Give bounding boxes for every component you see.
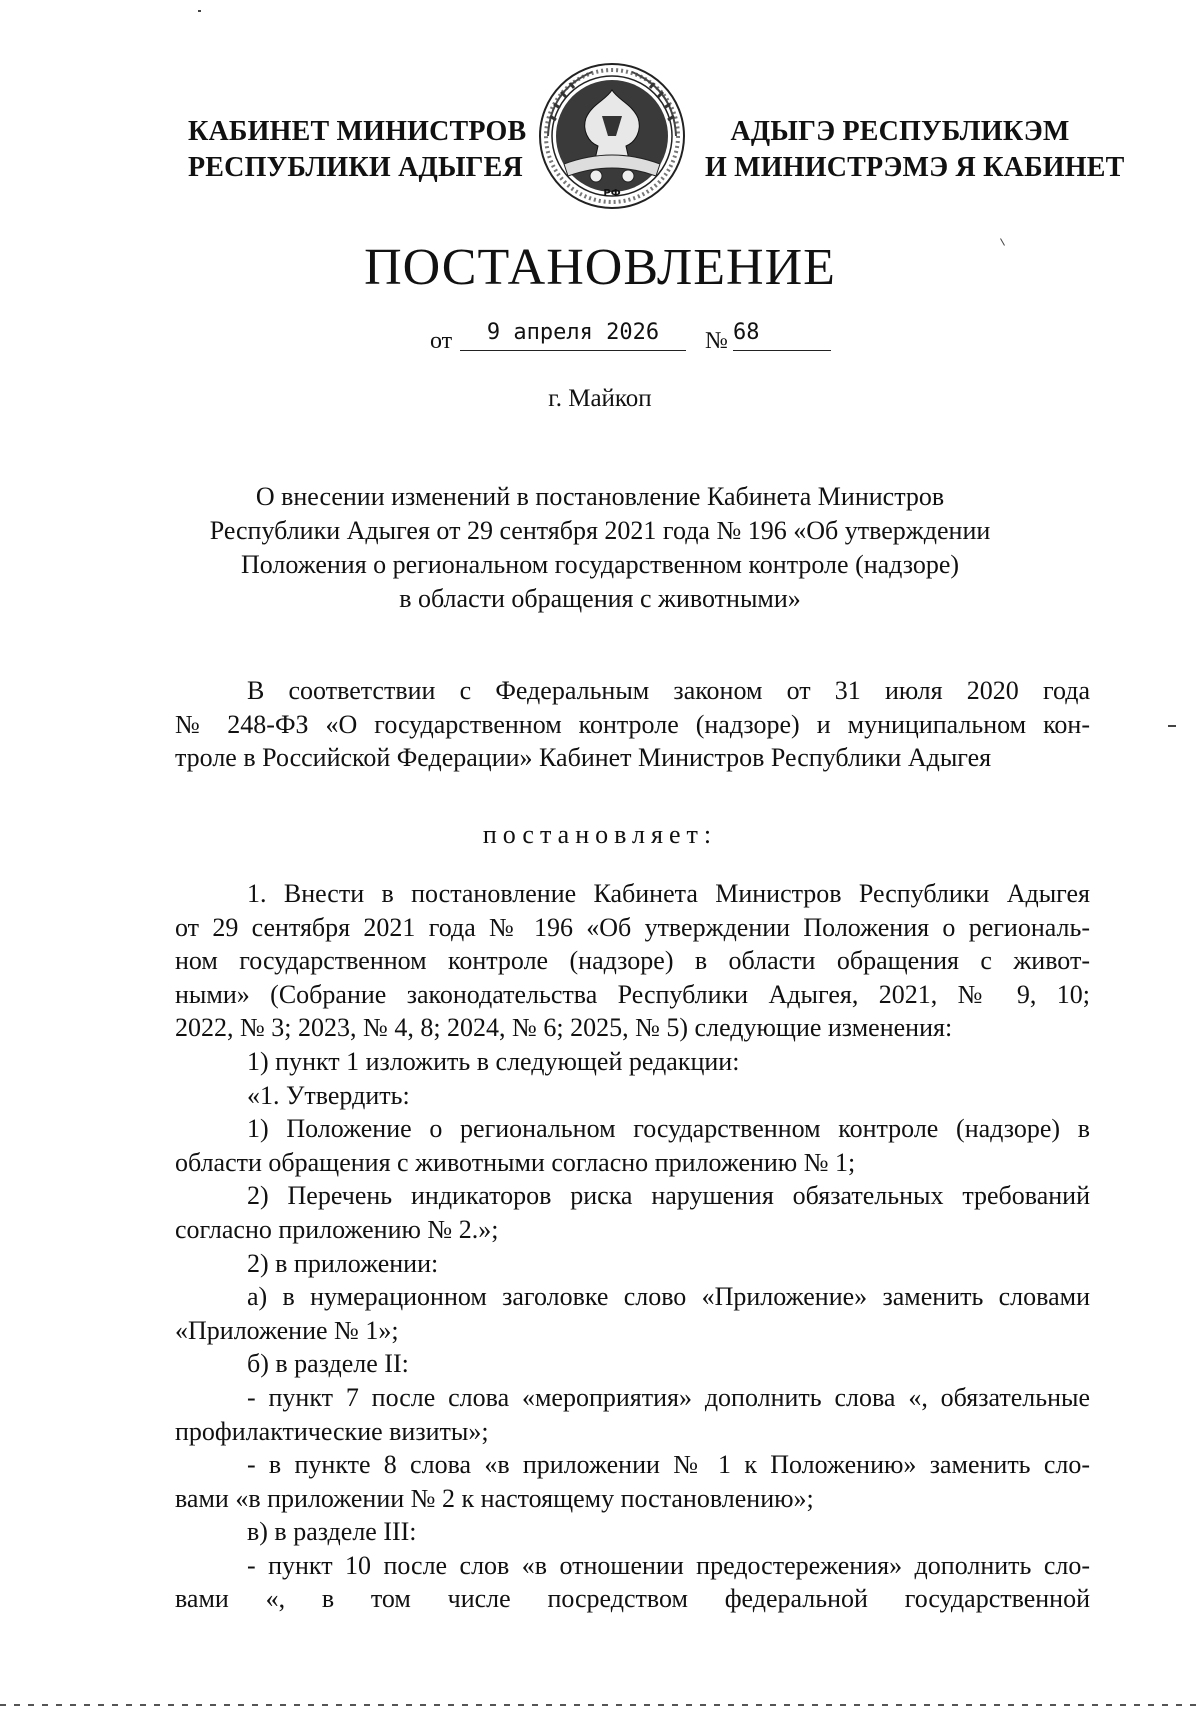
article-line: 1. Внести в постановление Кабинета Министров Республики Адыгея	[247, 879, 1090, 908]
article-line: от 29 сентября 2021 года № 196 «Об утверждении Положения о региональ-	[175, 912, 1090, 942]
issuer-line-2: РЕСПУБЛИКИ АДЫГЕЯ	[188, 152, 523, 183]
issuer-name-adyghe	[705, 114, 1125, 186]
issuer-adyghe-line-1: АДЫГЭ РЕСПУБЛИКЭМ	[730, 116, 1070, 147]
article-line: б) в разделе II:	[247, 1349, 409, 1379]
preamble-line: троле в Российской Федерации» Кабинет Министров Республики Адыгея	[175, 743, 992, 773]
article-line: 2) в приложении:	[247, 1248, 439, 1278]
articles-body	[175, 877, 1090, 1616]
subject-line: О внесении изменений в постановление Кабинета Министров	[255, 482, 945, 511]
article-line: вами «, в том числе посредством федеральной государственной	[175, 1584, 1090, 1614]
coat-of-arms-emblem	[536, 60, 688, 212]
article-line: профилактические визиты»;	[175, 1416, 489, 1446]
number-prefix: №	[705, 328, 728, 354]
scan-artifact	[1168, 725, 1176, 727]
issuer-adyghe-line-2: И МИНИСТРЭМЭ Я КАБИНЕТ	[705, 152, 1125, 183]
document-type-title: ПОСТАНОВЛЕНИЕ	[364, 239, 836, 296]
subject-line: в области обращения с животными»	[399, 584, 801, 613]
article-line: «Приложение № 1»;	[175, 1315, 399, 1345]
scan-artifact	[198, 10, 201, 12]
article-line: - пункт 7 после слова «мероприятия» дополнить слова «, обязательные	[247, 1382, 1090, 1412]
document-date: 9 апреля 2026	[460, 320, 686, 351]
article-line: «1. Утвердить:	[247, 1080, 410, 1110]
city-of-issue: г. Майкоп	[548, 385, 652, 412]
article-line: согласно приложению № 2.»;	[175, 1214, 499, 1244]
article-line: ном государственном контроле (надзоре) в области обращения с живот-	[175, 946, 1090, 976]
subject-line: Положения о региональном государственном контроле (надзоре)	[240, 550, 960, 579]
emblem-monogram: РФ	[603, 188, 621, 199]
article-line: в) в разделе III:	[247, 1517, 417, 1547]
document-number: 68	[733, 320, 831, 351]
subject-line: Республики Адыгея от 29 сентября 2021 года № 196 «Об утверждении	[209, 516, 991, 545]
article-line: 2022, № 3; 2023, № 4, 8; 2024, № 6; 2025, № 5) следующие изменения:	[175, 1013, 953, 1043]
preamble-line: В соответствии с Федеральным законом от 31 июля 2020 года	[247, 676, 1090, 705]
article-line: области обращения с животными согласно приложению № 1;	[175, 1147, 856, 1177]
date-number-line	[430, 320, 850, 360]
article-line: 1) Положение о региональном государственном контроле (надзоре) в	[247, 1114, 1090, 1144]
scan-bottom-edge	[0, 1704, 1200, 1706]
article-line: 1) пункт 1 изложить в следующей редакции:	[247, 1046, 740, 1076]
issuer-name-russian	[188, 114, 527, 186]
article-line: 2) Перечень индикаторов риска нарушения обязательных требований	[247, 1181, 1090, 1211]
article-line: ными» (Собрание законодательства Республики Адыгея, 2021, № 9, 10;	[175, 979, 1090, 1009]
issuer-line-1: КАБИНЕТ МИНИСТРОВ	[188, 116, 527, 147]
article-line: вами «в приложении № 2 к настоящему постановлению»;	[175, 1483, 814, 1513]
decree-word: постановляет:	[482, 820, 718, 849]
document-subject	[180, 480, 1020, 616]
article-line: - в пункте 8 слова «в приложении № 1 к Положению» заменить сло-	[247, 1450, 1090, 1480]
date-prefix: от	[430, 328, 453, 354]
preamble-line: № 248-ФЗ «О государственном контроле (надзоре) и муниципальном кон-	[175, 709, 1090, 739]
article-line: - пункт 10 после слов «в отношении предостережения» дополнить сло-	[247, 1550, 1090, 1580]
article-line: а) в нумерационном заголовке слово «Приложение» заменить словами	[247, 1282, 1090, 1312]
preamble-paragraph	[175, 674, 1090, 775]
